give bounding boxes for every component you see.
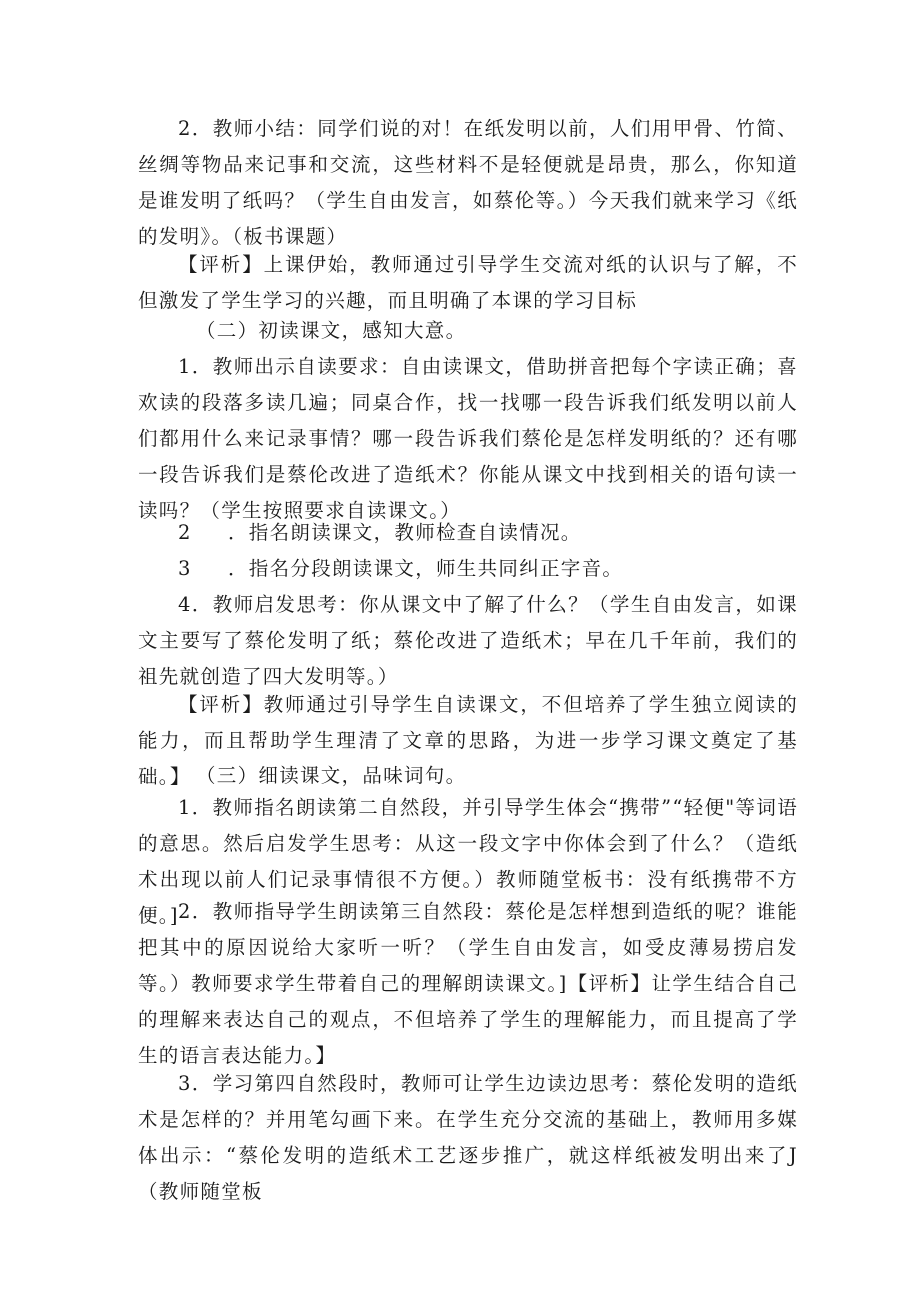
paragraph-step-3 xyxy=(178,551,623,587)
step-number: 3 xyxy=(178,557,192,580)
paragraph-comment-2: 【评析】教师通过引导学生自读课文，不但培养了学生独立阅读的能力，而且帮助学生理清了文章的思路，为进一步学习课文奠定了基础。】 xyxy=(138,693,798,788)
paragraph-reading-requirements: 1．教师出示自读要求：自由读课文，借助拼音把每个字读正确；喜欢读的段落多读几遍；同桌合作，找一找哪一段告诉我们纸发明以前人们都用什么来记录事情？哪一段告诉我们蔡伦是怎样发明纸的？还有哪一段告诉我们是蔡伦改进了造纸术？你能从课文中找到相关的语句读一读吗？（学生按照要求自读课文。） xyxy=(138,355,798,522)
step-text: ．指名分段朗读课文，师生共同纠正字音。 xyxy=(228,557,624,580)
paragraph-comment-1: 【评析】上课伊始，教师通过引导学生交流对纸的认识与了解，不但激发了学生学习的兴趣，而且明确了本课的学习目标 xyxy=(138,253,798,312)
paragraph-step-2 xyxy=(178,515,582,551)
paragraph-teacher-summary: 2．教师小结：同学们说的对！在纸发明以前，人们用甲骨、竹简、丝绸等物品来记事和交流，这些材料不是轻便就是昂贵，那么，你知道是谁发明了纸吗？（学生自由发言，如蔡伦等。）今天我们就来学习《纸的发明》。（板书课题） xyxy=(138,117,798,248)
step-text: ．指名朗读课文，教师检查自读情况。 xyxy=(228,521,582,544)
paragraph-step-4: 4．教师启发思考：你从课文中了解了什么？（学生自由发言，如课文主要写了蔡伦发明了纸；蔡伦改进了造纸术；早在几千年前，我们的祖先就创造了四大发明等。） xyxy=(138,593,798,688)
section-heading-2: （二）初读课文，感知大意。 xyxy=(196,319,467,342)
step-number: 2 xyxy=(178,521,192,544)
paragraph-detail-1: 1．教师指名朗读第二自然段，并引导学生体会“携带”“轻便"等词语的意思。然后启发学生思考：从这一段文字中你体会到了什么？（造纸术出现以前人们记录事情很不方便。）教师随堂板书：没有纸携带不方便。] xyxy=(138,796,798,927)
paragraph-detail-2: 2．教师指导学生朗读第三自然段：蔡伦是怎样想到造纸的呢？谁能把其中的原因说给大家听一听？（学生自由发言，如受皮薄易捞启发等。）教师要求学生带着自己的理解朗读课文。]【评析】让学生结合自己的理解来表达自己的观点，不但培养了学生的理解能力，而且提高了学生的语言表达能力。】 xyxy=(138,900,798,1067)
paragraph-detail-3: 3．学习第四自然段时，教师可让学生边读边思考：蔡伦发明的造纸术是怎样的？并用笔勾画下来。在学生充分交流的基础上，教师用多媒体出示：“蔡伦发明的造纸术工艺逐步推广，就这样纸被发明出来了J（教师随堂板 xyxy=(138,1072,798,1203)
section-heading-3: （三）细读课文，品味词句。 xyxy=(196,764,467,787)
